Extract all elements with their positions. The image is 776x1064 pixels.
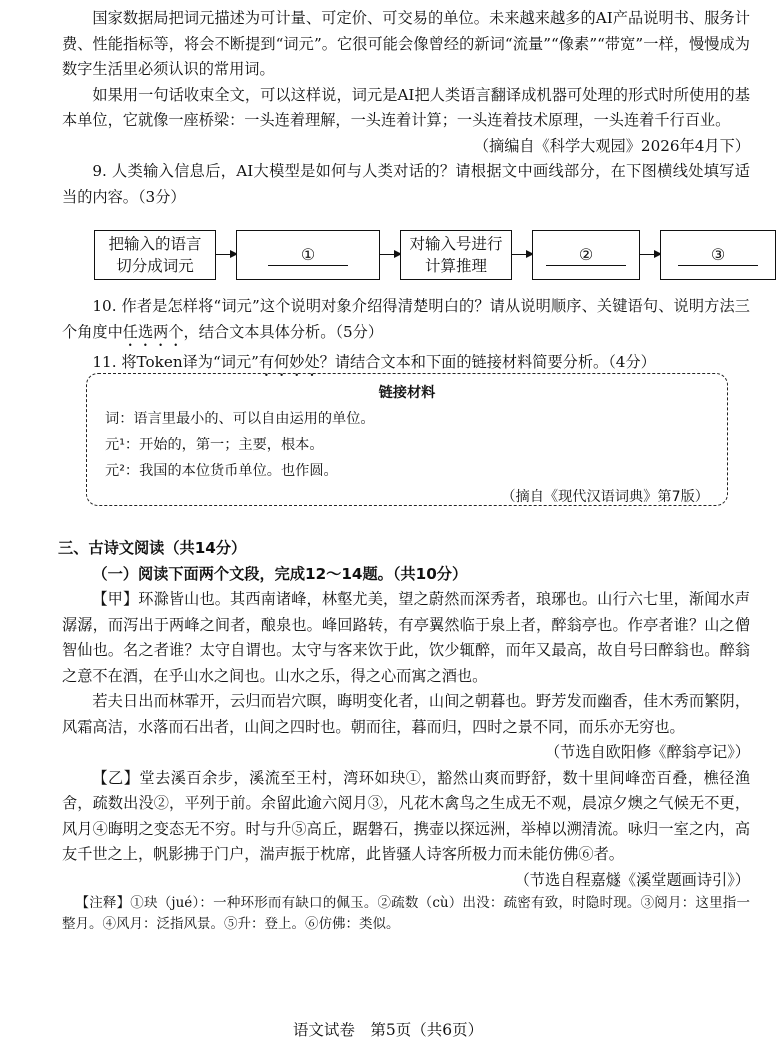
answer-blank-1[interactable]: ① — [268, 245, 348, 266]
link-material-line-3: 元²：我国的本位货币单位。也作圆。 — [105, 463, 338, 479]
question-11-score: ？请结合文本和下面的链接材料简要分析。（4分） — [319, 352, 656, 371]
jia-paragraph-1: 【甲】环滁皆山也。其西南诸峰，林壑尤美，望之蔚然而深秀者，琅琊也。山行六七里，渐闻水声潺潺，而泻出于两峰之间者，酿泉也。峰回路转，有亭翼然临于泉上者，醉翁亭也。作亭者谁？山之僧智仙也。名之者谁？太守自谓也。太守与客来饮于此，饮少辄醉，而年又最高，故自号曰醉翁也。醉翁之意不在酒，在乎山水之间也。山水之乐，得之心而寓之酒也。 — [62, 590, 750, 685]
flow-box-blank-2 — [532, 230, 640, 280]
section-3-part-1-title: （一）阅读下面两个文段，完成12～14题。（共10分） — [92, 564, 468, 583]
annotations: 【注释】①玦（jué）：一种环形而有缺口的佩玉。②疏数（cù）出没：疏密有致，时隐时现。③阅月：这里指一整月。④风月：泛指风景。⑤升：登上。⑥仿佛：类似。 — [62, 895, 750, 932]
question-9: 9. 人类输入信息后，AI大模型是如何与人类对话的？请根据文中画线部分，在下图横线处填写适当的内容。（3分） — [62, 162, 750, 206]
passage-paragraph-1: 国家数据局把词元描述为可计量、可定价、可交易的单位。未来越来越多的AI产品说明书、服务计费、性能指标等，将会不断提到“词元”。它很可能会像曾经的新词“流量”“像素”“带宽”一样，慢慢成为数字生活里必须认识的常用词。 — [62, 9, 750, 78]
link-material-line-2: 元¹：开始的，第一；主要，根本。 — [105, 437, 324, 453]
section-3-title: 三、古诗文阅读（共14分） — [58, 539, 247, 557]
jia-source: （节选自欧阳修《醉翁亭记》） — [544, 743, 750, 761]
page-footer: 语文试卷 第5页（共6页） — [292, 1021, 484, 1039]
flow-box-split — [94, 230, 216, 280]
flow-diagram — [62, 218, 750, 290]
flow-arrow-1 — [216, 254, 236, 255]
passage-end — [62, 6, 750, 210]
question-10-text: 10. 作者是怎样将“词元”这个说明对象介绍得清楚明白的？请从说明顺序、关键语句、说明方法三个角度中 — [62, 297, 750, 341]
flow-arrow-2 — [380, 254, 400, 255]
yi-source: （节选自程嘉燧《溪堂题画诗引》） — [514, 870, 750, 889]
classical-reading — [58, 536, 750, 935]
link-material-line-1: 词：语言里最小的、可以自由运用的单位。 — [105, 411, 375, 427]
passage-paragraph-2: 如果用一句话收束全文，可以这样说，词元是AI把人类语言翻译成机器可处理的形式时所使用的基本单位，它就像一座桥梁：一头连着理解，一头连着计算；一头连着技术原理，一头连着千行百业。 — [62, 85, 750, 129]
question-10-emphasis: 任选两个 — [122, 322, 184, 341]
link-material-source: （摘自《现代汉语词典》第7版） — [501, 489, 709, 505]
flow-arrow-3 — [512, 254, 532, 255]
flow-box-compute-label: 对输入号进行计算推理 — [409, 235, 503, 275]
passage-source: （摘编自《科学大观园》2026年4月下） — [473, 136, 750, 155]
question-10 — [62, 294, 750, 350]
flow-box-split-label: 把输入的语言切分成词元 — [108, 235, 202, 275]
flow-arrow-4 — [640, 254, 660, 255]
question-11-emphasis: 有何妙处 — [258, 352, 320, 371]
answer-blank-2[interactable]: ② — [546, 245, 626, 266]
question-10-score: ，结合文本具体分析。（5分） — [183, 322, 384, 341]
jia-paragraph-2: 若夫日出而林霏开，云归而岩穴暝，晦明变化者，山间之朝暮也。野芳发而幽香，佳木秀而繁阴，风霜高洁，水落而石出者，山间之四时也。朝而往，暮而归，四时之景不同，而乐亦无穷也。 — [62, 692, 750, 736]
link-material-box — [86, 373, 728, 506]
flow-box-blank-3 — [660, 230, 776, 280]
answer-blank-3[interactable]: ③ — [678, 245, 758, 266]
question-11-text: 11. 将Token译为“词元” — [92, 352, 259, 371]
link-material-title: 链接材料 — [378, 385, 436, 401]
yi-paragraph: 【乙】堂去溪百余步，溪流至王村，湾环如玦①，豁然山爽而野舒，数十里间峰峦百叠，樵径渔舍，疏数出没②，平列于前。余留此逾六阅月③，凡花木禽鸟之生成无不观，晨凉夕燠之气候无不更，风月④晦明之变态无不穷。时与升⑤高丘，踞磐石，携壶以探远洲，举棹以溯清流。咏归一室之内，高友千世之上，帆影拂于门户，湍声振于枕席，此皆骚人诗客所极力而未能仿佛⑥者。 — [62, 768, 750, 863]
questions-10-11 — [62, 294, 750, 380]
flow-box-blank-1 — [236, 230, 380, 280]
flow-box-compute — [400, 230, 512, 280]
